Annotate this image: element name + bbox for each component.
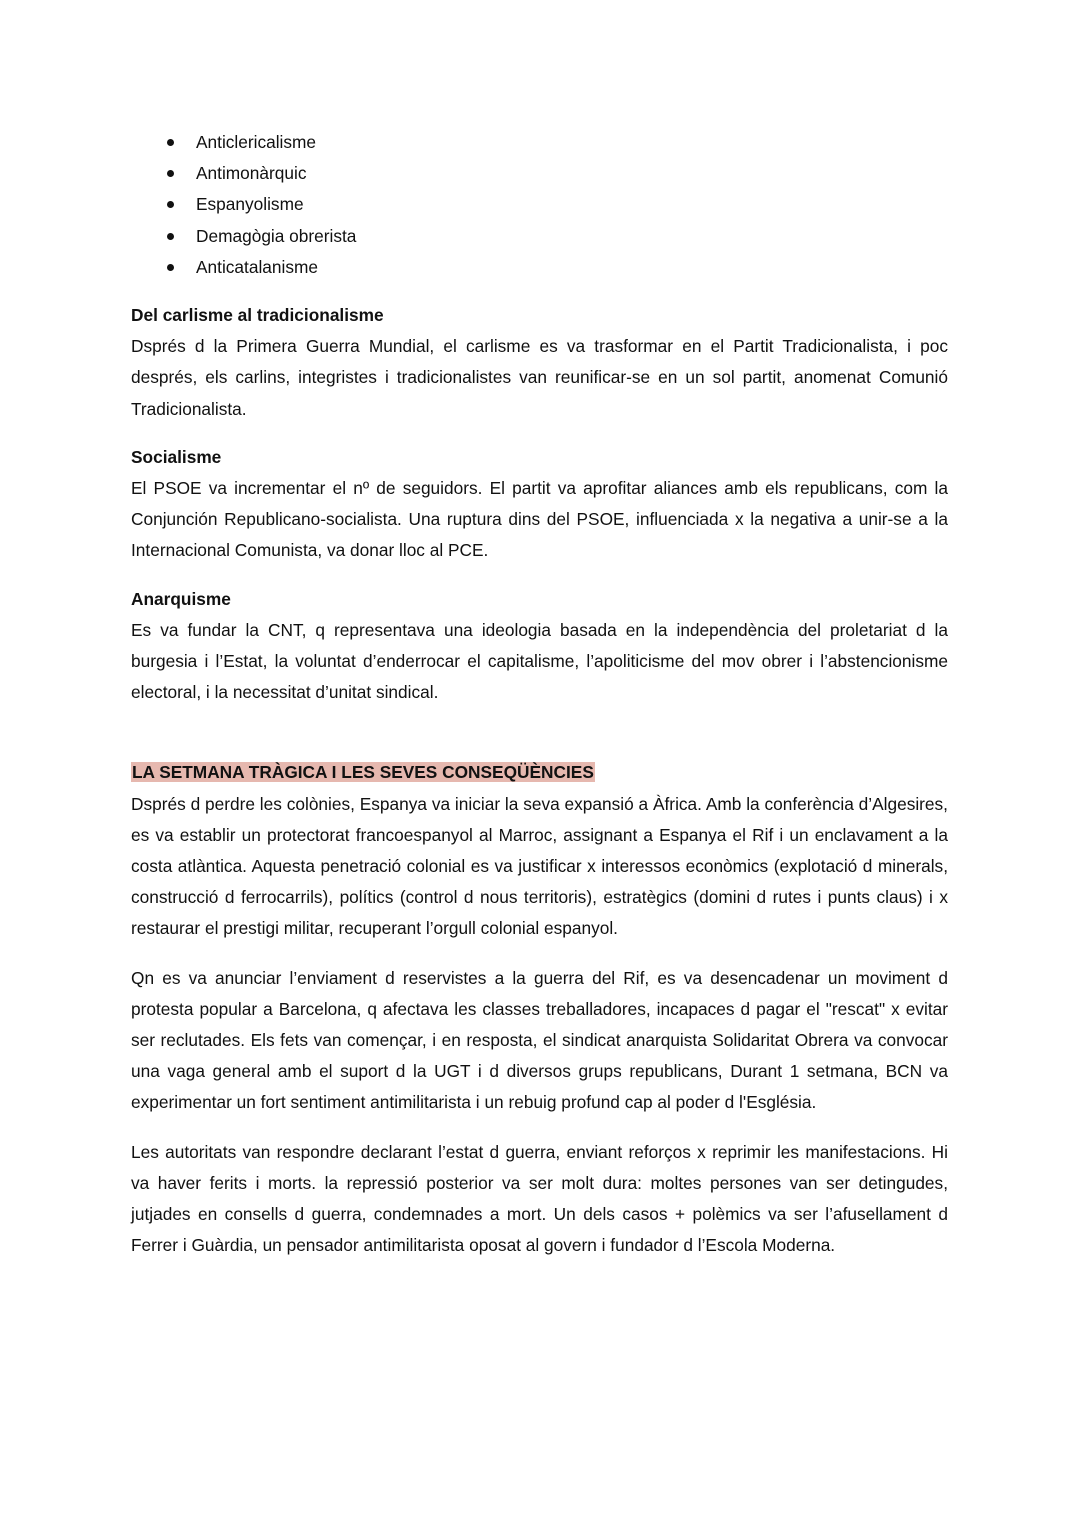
bullet-item [131,127,948,158]
section-heading: Del carlisme al tradicionalisme [131,304,384,325]
bullet-item [131,158,948,189]
bullet-item [131,189,948,220]
setmana-tragica-paragraph: Qn es va anunciar l’enviament d reservistes a la guerra del Rif, es va desencadenar un moviment d protesta popular a Barcelona, q afectava les classes treballadores, incapaces d pagar el "rescat" x evitar ser reclutades. Els fets van començar, i en resposta, el sindicat anarquista Solidaritat Obrera va convocar una vaga general amb el suport d la UGT i d diversos grups republicans, Durant 1 setmana, BCN va experimentar un fort sentiment antimilitarista i un rebuig profund cap al poder d l'Església. [131,967,948,1113]
setmana-tragica-paragraph: Dsprés d perdre les colònies, Espanya va iniciar la seva expansió a Àfrica. Amb la conferència d’Algesires, es va establir un protectorat francoespanyol al Marroc, assignant a Espanya el Rif i un enclavament a la costa atlàntica. Aquesta penetració colonial es va justificar x interessos econòmics (explotació d minerals, construcció d ferrocarrils), polítics (control d nous territoris), estratègics (domini d rutes i punts claus) i x restaurar el prestigi militar, recuperant l’orgull colonial espanyol. [131,793,948,939]
section-socialisme [131,442,948,567]
ideology-bullet-list [131,127,948,283]
bullet-text: Demagògia obrerista [196,225,357,246]
bullet-icon [167,201,174,208]
bullet-text: Antimonàrquic [196,163,307,184]
bullet-icon [167,264,174,271]
setmana-tragica-heading: LA SETMANA TRÀGICA I LES SEVES CONSEQÜÈNCIES [132,762,594,783]
bullet-item [131,252,948,283]
section-heading: Anarquisme [131,588,231,609]
setmana-tragica-heading-block [131,757,948,788]
section-body: Es va fundar la CNT, q representava una ideologia basada en la independència del proletariat d la burgesia i l’Estat, la voluntat d’enderrocar el capitalisme, l’apoliticisme del mov obrer i l’abstencionisme electoral, i la necessitat d’unitat sindical. [131,619,948,703]
bullet-text: Espanyolisme [196,194,304,215]
document-page [131,127,948,1261]
setmana-tragica-paragraph: Les autoritats van respondre declarant l’estat d guerra, enviant reforços x reprimir les manifestacions. Hi va haver ferits i morts. la repressió posterior va ser molt dura: moltes persones van ser detingudes, jutjades en consells d guerra, condemnades a mort. Un dels casos + polèmics va ser l’afusellament d Ferrer i Guàrdia, un pensador antimilitarista oposat al govern i fundador d l’Escola Moderna. [131,1141,948,1256]
bullet-text: Anticlericalisme [196,132,317,152]
bullet-icon [167,170,174,177]
section-body: El PSOE va incrementar el nº de seguidors. El partit va aprofitar aliances amb els republicans, com la Conjunción Republicano-socialista. Una ruptura dins del PSOE, influenciada x la negativa a unir-se a la Internacional Comunista, va donar lloc al PCE. [131,477,948,561]
section-carlisme [131,300,948,425]
bullet-item [131,221,948,252]
bullet-text: Anticatalanisme [196,256,318,277]
section-body: Dsprés d la Primera Guerra Mundial, el carlisme es va trasformar en el Partit Tradicionalista, i poc després, els carlins, integristes i tradicionalistes van reunificar-se en un sol partit, anomenat Comunió Tradicionalista. [131,336,948,419]
bullet-icon [167,233,174,240]
bullet-icon [167,139,174,146]
section-heading: Socialisme [131,446,222,467]
section-anarquisme [131,584,948,709]
